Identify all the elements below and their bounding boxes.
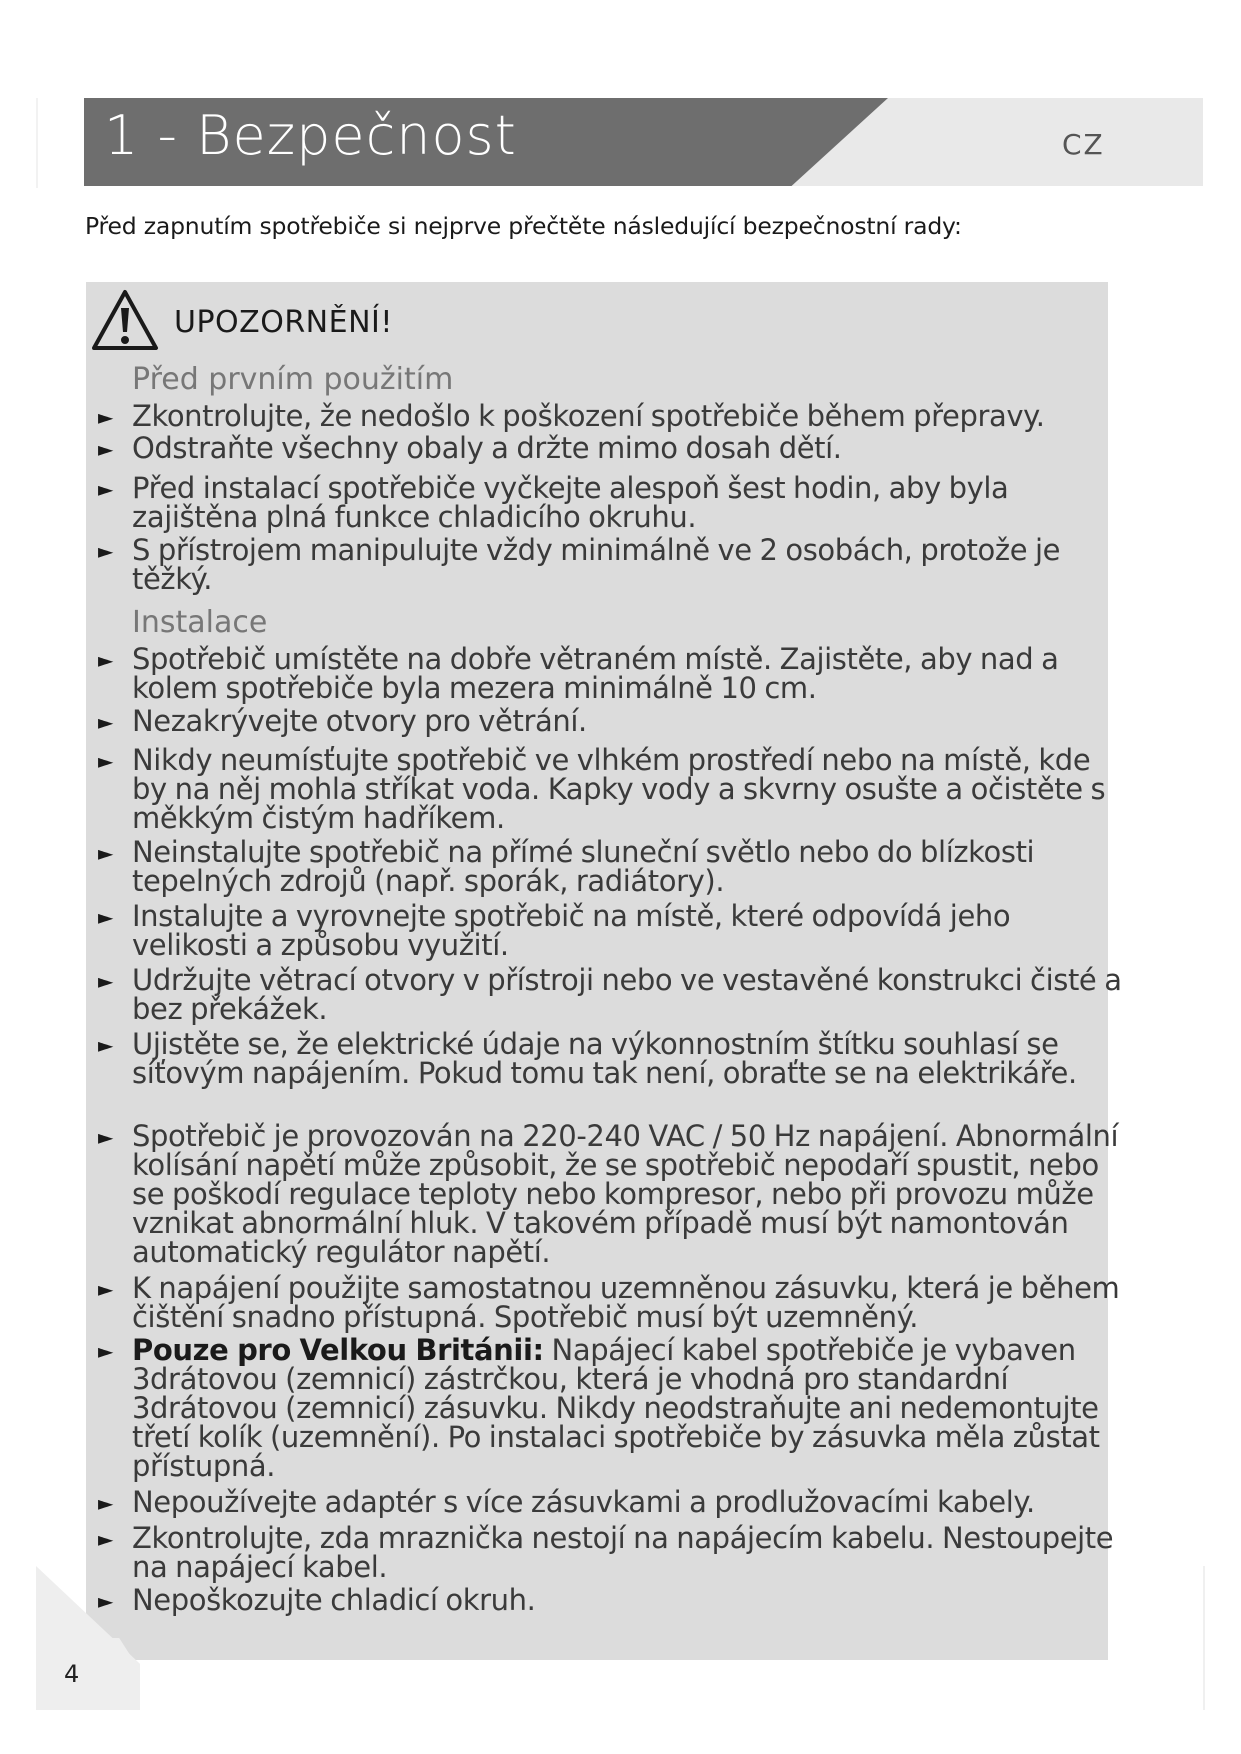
language-code: CZ <box>1062 128 1105 161</box>
list-item: ► K napájení použijte samostatnou uzemněnou zásuvku, která je během čištění snadno přístupná. Spotřebič musí být uzemněný. <box>98 1271 1120 1334</box>
list-item: ► S přístrojem manipulujte vždy minimálně ve 2 osobách, protože je těžký. <box>98 533 1061 596</box>
bullet-icon: ► <box>98 405 114 429</box>
bullet-icon: ► <box>98 1033 114 1057</box>
list-item: ► Odstraňte všechny obaly a držte mimo dosah dětí. <box>98 431 842 465</box>
bullet-icon: ► <box>98 1339 114 1363</box>
bullet-icon: ► <box>98 437 114 461</box>
list-item: ► Zkontrolujte, zda mraznička nestojí na napájecím kabelu. Nestoupejte na napájecí kabel. <box>98 1521 1114 1584</box>
bullet-icon: ► <box>98 1527 114 1551</box>
bullet-icon: ► <box>98 539 114 563</box>
bullet-icon: ► <box>98 477 114 501</box>
bullet-icon: ► <box>98 648 114 672</box>
list-item: ► Zkontrolujte, že nedošlo k poškození spotřebiče během přepravy. <box>98 399 1045 433</box>
list-item: ► Spotřebič umístěte na dobře větraném místě. Zajistěte, aby nad a kolem spotřebiče byla mezera minimálně 10 cm. <box>98 642 1059 705</box>
list-item: ► Udržujte větrací otvory v přístroji nebo ve vestavěné konstrukci čisté a bez překážek. <box>98 963 1122 1026</box>
uk-only-label: Pouze pro Velkou Británii: <box>132 1333 544 1367</box>
right-edge-rule <box>1203 1566 1205 1710</box>
uk-plug-text: Napájecí kabel spotřebiče je vybaven 3drátovou (zemnicí) zástrčkou, která je vhodná pro standardní 3drátovou (zemnicí) zásuvku. Nikdy neodstraňujte ani nedemontujte třetí kolík (uzemnění). Po instalaci spotřebiče by zásuvka měla zůstat přístupná. <box>132 1333 1100 1483</box>
bullet-icon: ► <box>98 905 114 929</box>
list-item: ► Neinstalujte spotřebič na přímé sluneční světlo nebo do blízkosti tepelných zdrojů (např. sporák, radiátory). <box>98 835 1035 898</box>
bullet-icon: ► <box>98 1589 114 1613</box>
bullet-icon: ► <box>98 969 114 993</box>
bullet-icon: ► <box>98 749 114 773</box>
list-item: ► Ujistěte se, že elektrické údaje na výkonnostním štítku souhlasí se síťovým napájením. Pokud tomu tak není, obraťte se na elektrikáře. <box>98 1027 1077 1090</box>
list-item-uk-plug <box>98 1333 1128 1483</box>
subheading-first-use: Před prvním použitím <box>132 362 454 397</box>
list-item: ► Před instalací spotřebiče vyčkejte alespoň šest hodin, aby byla zajištěna plná funkce chladicího okruhu. <box>98 471 1009 534</box>
list-item: ► Nezakrývejte otvory pro větrání. <box>98 704 587 738</box>
bullet-icon: ► <box>98 710 114 734</box>
list-item: ► Nikdy neumísťujte spotřebič ve vlhkém prostředí nebo na místě, kde by na něj mohla stříkat voda. Kapky vody a skvrny osušte a očistěte s měkkým čistým hadříkem. <box>98 743 1106 835</box>
bullet-icon: ► <box>98 841 114 865</box>
subheading-installation: Instalace <box>132 605 268 640</box>
page-number: 4 <box>64 1660 80 1688</box>
bullet-icon: ► <box>98 1491 114 1515</box>
page-number-tab <box>36 1638 140 1710</box>
warning-triangle-icon <box>90 288 160 352</box>
list-item: ► Nepoužívejte adaptér s více zásuvkami a prodlužovacími kabely. <box>98 1485 1035 1519</box>
list-item: ► Instalujte a vyrovnejte spotřebič na místě, které odpovídá jeho velikosti a způsobu využití. <box>98 899 1011 962</box>
bullet-icon: ► <box>98 1277 114 1301</box>
section-title: 1 - Bezpečnost <box>104 104 517 167</box>
intro-text: Před zapnutím spotřebiče si nejprve přečtěte následující bezpečnostní rady: <box>85 212 962 240</box>
left-edge-rule <box>36 98 38 188</box>
warning-title: UPOZORNĚNÍ! <box>174 305 393 340</box>
list-item: ► Spotřebič je provozován na 220-240 VAC / 50 Hz napájení. Abnormální kolísání napětí může způsobit, že se spotřebič nepodaří spustit, nebo se poškodí regulace teploty nebo kompresor, nebo při provozu může vznikat abnormální hluk. V takovém případě musí být namontován automatický regulátor napětí. <box>98 1119 1119 1269</box>
bullet-icon: ► <box>98 1125 114 1149</box>
list-item: ► Nepoškozujte chladicí okruh. <box>98 1583 536 1617</box>
